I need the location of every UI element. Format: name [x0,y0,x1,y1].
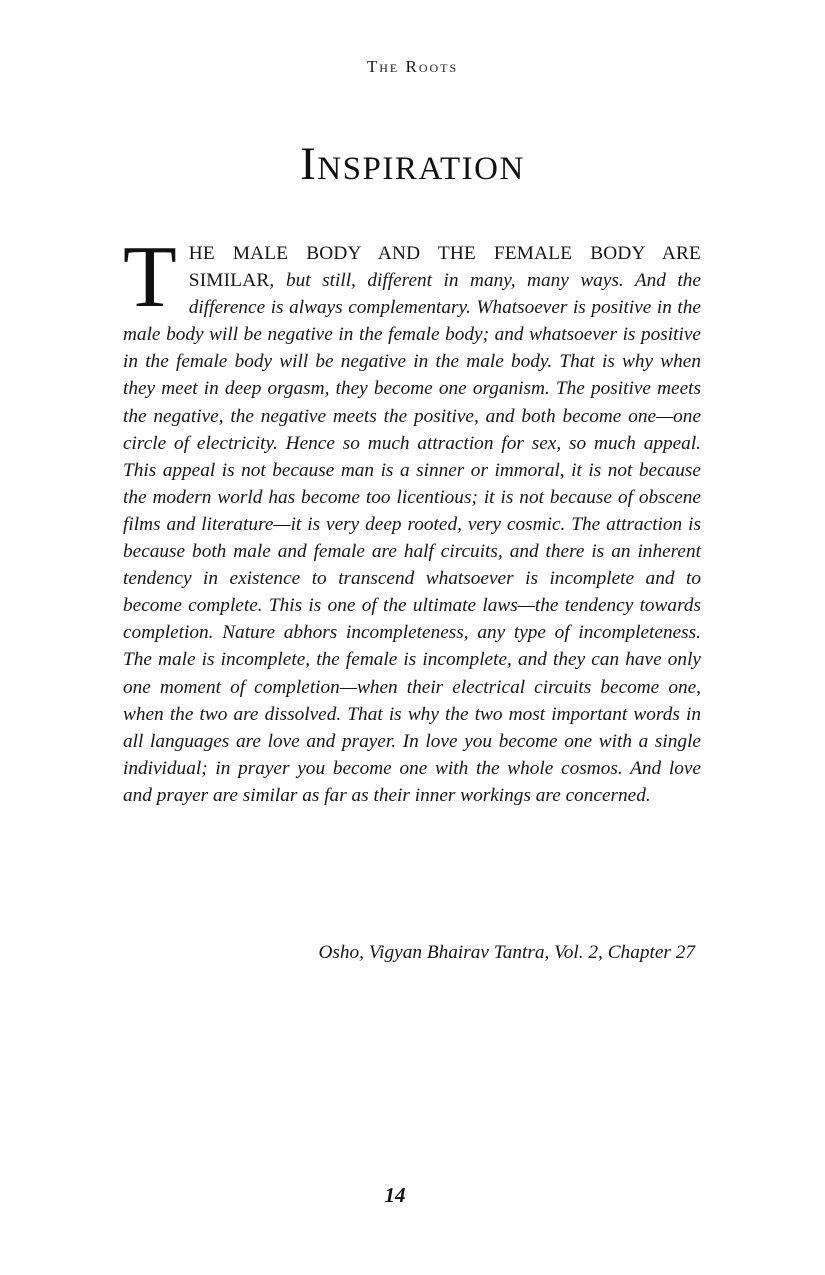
page-number: 14 [384,1183,406,1207]
passage [123,229,701,809]
passage-text: but still, different in many, many ways. And the difference is always complementary. Whatsoever is positive in the male body will be negative in the female body; and whatsoever is positive in the female body will be negative in the male body. That is why when they meet in deep orgasm, they become one organism. The positive meets the negative, the negative meets the positive, and both become one—one circle of electricity. Hence so much attraction for sex, so much appeal. This appeal is not because man is a sinner or immoral, it is not because the modern world has become too licentious; it is not because of obscene films and literature—it is very deep rooted, very cosmic. The attraction is because both male and female are half circuits, and there is an inherent tendency in existence to transcend whatsoever is incomplete and to become complete. This is one of the ultimate laws—the tendency towards completion. Nature abhors incompleteness, any type of incompleteness. The male is incomplete, the female is incomplete, and they can have only one moment of completion—when their electrical circuits become one, when the two are dissolved. That is why the two most important words in all languages are love and prayer. In love you become one with a single individual; in prayer you become one with the whole cosmos. And love and prayer are similar as far as their inner workings are concerned. [123,270,701,806]
running-head: The Roots [366,57,459,76]
chapter-title: Inspiration [300,138,525,190]
lead-in: HE MALE BODY AND THE FEMALE BODY ARE SIMILAR, [188,243,701,292]
attribution: Osho, Vigyan Bhairav Tantra, Vol. 2, Chapter 27 [318,942,695,963]
drop-cap: T [123,229,177,326]
